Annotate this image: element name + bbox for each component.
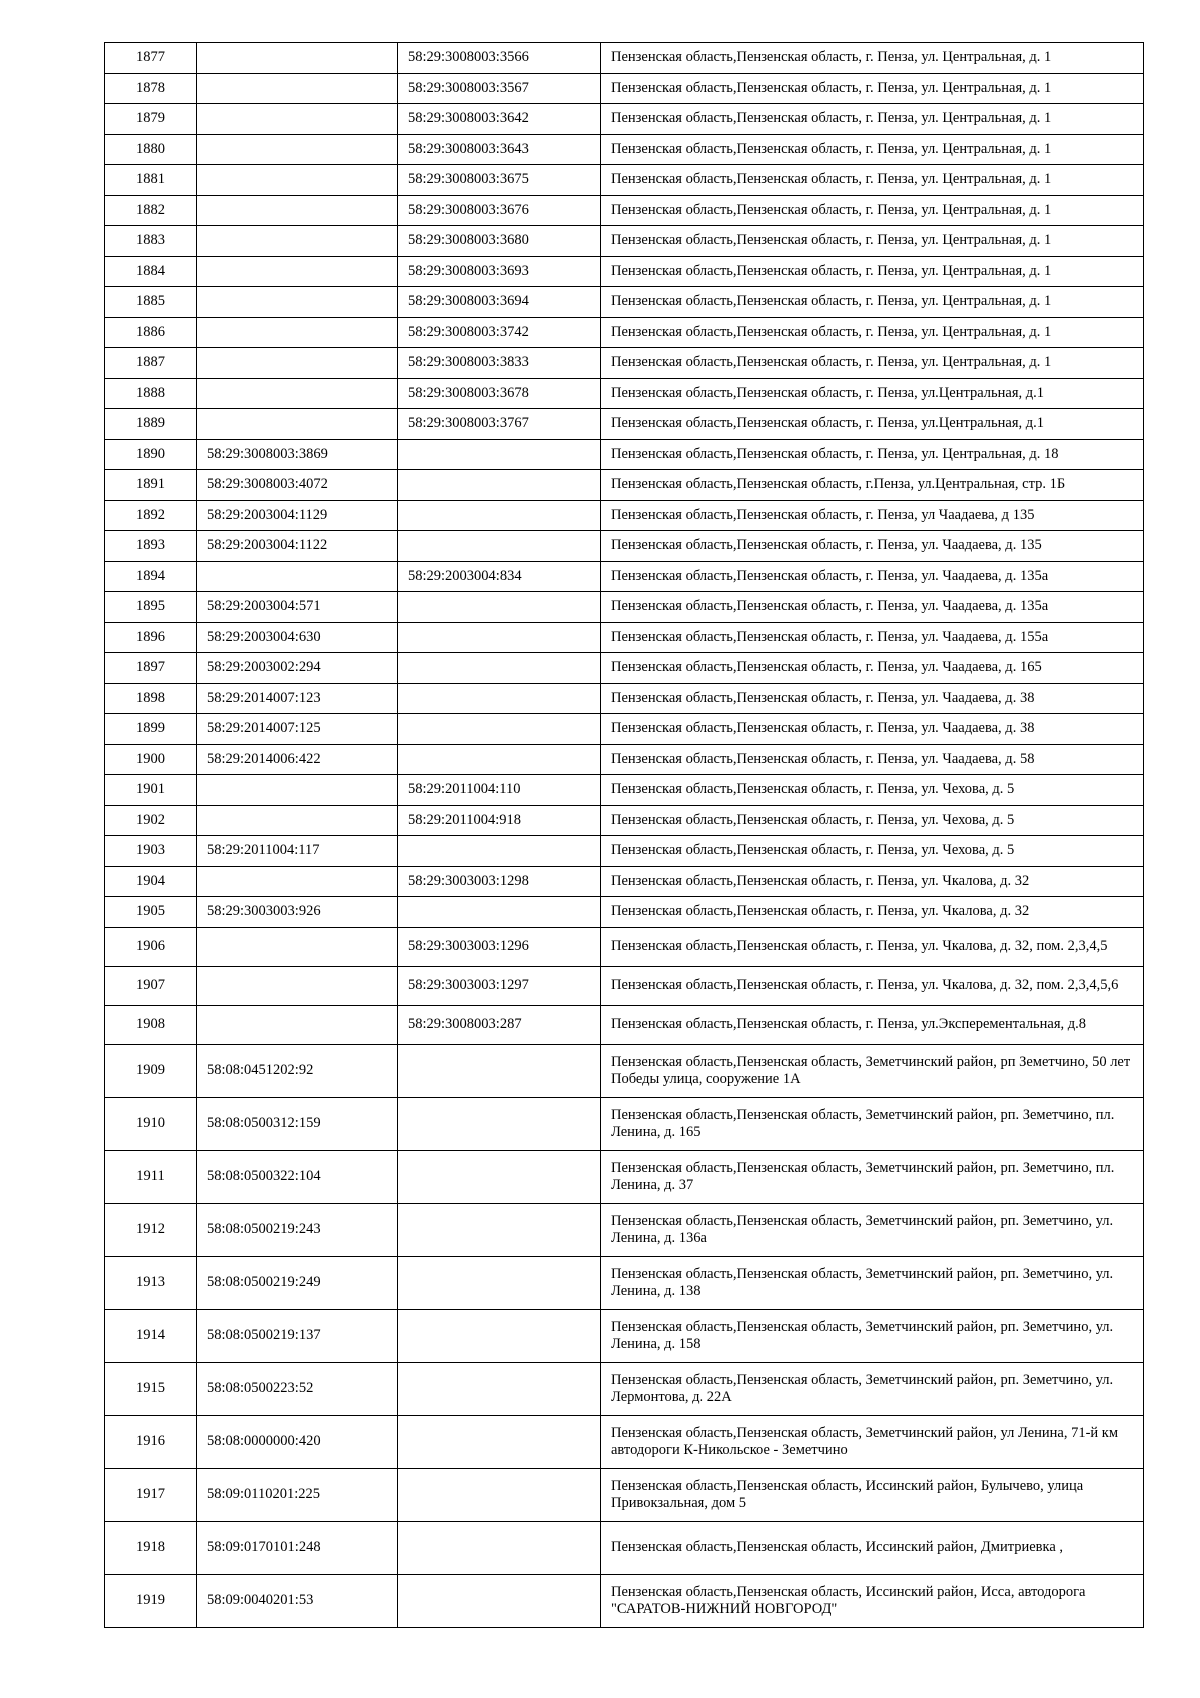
table-row (105, 317, 1144, 348)
building-cadastral-number-cell (398, 683, 601, 714)
land-cadastral-number-cell: 58:08:0500219:243 (197, 1203, 398, 1256)
land-cadastral-number-cell: 58:29:2011004:117 (197, 836, 398, 867)
table-row (105, 287, 1144, 318)
property-registry-table (104, 42, 1144, 1628)
land-cadastral-number-cell (197, 775, 398, 806)
building-cadastral-number-cell: 58:29:3008003:3675 (398, 165, 601, 196)
land-cadastral-number-cell (197, 195, 398, 226)
address-cell: Пензенская область,Пензенская область, г. Пенза, ул. Центральная, д. 1 (601, 165, 1144, 196)
land-cadastral-number-cell (197, 256, 398, 287)
building-cadastral-number-cell (398, 1574, 601, 1627)
table-row (105, 744, 1144, 775)
row-number-cell: 1883 (105, 226, 197, 257)
land-cadastral-number-cell: 58:09:0040201:53 (197, 1574, 398, 1627)
land-cadastral-number-cell: 58:29:2014007:125 (197, 714, 398, 745)
land-cadastral-number-cell (197, 966, 398, 1005)
table-row (105, 1574, 1144, 1627)
row-number-cell: 1902 (105, 805, 197, 836)
table-row (105, 866, 1144, 897)
land-cadastral-number-cell (197, 73, 398, 104)
building-cadastral-number-cell: 58:29:3008003:3566 (398, 43, 601, 74)
land-cadastral-number-cell (197, 1005, 398, 1044)
row-number-cell: 1910 (105, 1097, 197, 1150)
row-number-cell: 1886 (105, 317, 197, 348)
table-body (105, 43, 1144, 1628)
address-cell: Пензенская область,Пензенская область, г. Пенза, ул.Центральная, д.1 (601, 409, 1144, 440)
row-number-cell: 1916 (105, 1415, 197, 1468)
table-row (105, 927, 1144, 966)
table-row (105, 1468, 1144, 1521)
address-cell: Пензенская область,Пензенская область, г. Пенза, ул. Центральная, д. 1 (601, 43, 1144, 74)
land-cadastral-number-cell (197, 805, 398, 836)
address-cell: Пензенская область,Пензенская область, г. Пенза, ул Чаадаева, д 135 (601, 500, 1144, 531)
land-cadastral-number-cell: 58:29:2003004:1129 (197, 500, 398, 531)
land-cadastral-number-cell: 58:29:3003003:926 (197, 897, 398, 928)
address-cell: Пензенская область,Пензенская область, г. Пенза, ул. Чкалова, д. 32, пом. 2,3,4,5,6 (601, 966, 1144, 1005)
row-number-cell: 1918 (105, 1521, 197, 1574)
address-cell: Пензенская область,Пензенская область, г. Пенза, ул. Чаадаева, д. 135 (601, 531, 1144, 562)
land-cadastral-number-cell (197, 226, 398, 257)
building-cadastral-number-cell (398, 1256, 601, 1309)
row-number-cell: 1892 (105, 500, 197, 531)
row-number-cell: 1878 (105, 73, 197, 104)
land-cadastral-number-cell: 58:08:0500223:52 (197, 1362, 398, 1415)
row-number-cell: 1894 (105, 561, 197, 592)
row-number-cell: 1885 (105, 287, 197, 318)
address-cell: Пензенская область,Пензенская область, г. Пенза, ул. Чаадаева, д. 135а (601, 561, 1144, 592)
building-cadastral-number-cell: 58:29:3008003:3643 (398, 134, 601, 165)
land-cadastral-number-cell (197, 409, 398, 440)
row-number-cell: 1896 (105, 622, 197, 653)
building-cadastral-number-cell (398, 1362, 601, 1415)
land-cadastral-number-cell (197, 134, 398, 165)
address-cell: Пензенская область,Пензенская область, г. Пенза, ул. Чехова, д. 5 (601, 775, 1144, 806)
row-number-cell: 1880 (105, 134, 197, 165)
land-cadastral-number-cell: 58:08:0500312:159 (197, 1097, 398, 1150)
building-cadastral-number-cell: 58:29:3008003:3694 (398, 287, 601, 318)
land-cadastral-number-cell: 58:29:2003002:294 (197, 653, 398, 684)
building-cadastral-number-cell: 58:29:2011004:918 (398, 805, 601, 836)
row-number-cell: 1919 (105, 1574, 197, 1627)
address-cell: Пензенская область,Пензенская область, Земетчинский район, рп Земетчино, 50 лет Победы улица, сооружение 1А (601, 1044, 1144, 1097)
table-row (105, 592, 1144, 623)
address-cell: Пензенская область,Пензенская область, г. Пенза, ул. Центральная, д. 1 (601, 226, 1144, 257)
building-cadastral-number-cell: 58:29:3003003:1298 (398, 866, 601, 897)
row-number-cell: 1889 (105, 409, 197, 440)
land-cadastral-number-cell (197, 165, 398, 196)
building-cadastral-number-cell (398, 653, 601, 684)
address-cell: Пензенская область,Пензенская область, г.Пенза, ул.Центральная, стр. 1Б (601, 470, 1144, 501)
land-cadastral-number-cell: 58:29:2014006:422 (197, 744, 398, 775)
table-row (105, 1005, 1144, 1044)
land-cadastral-number-cell: 58:29:2003004:1122 (197, 531, 398, 562)
building-cadastral-number-cell (398, 1521, 601, 1574)
row-number-cell: 1906 (105, 927, 197, 966)
table-row (105, 500, 1144, 531)
address-cell: Пензенская область,Пензенская область, г. Пенза, ул. Чаадаева, д. 155а (601, 622, 1144, 653)
land-cadastral-number-cell: 58:08:0451202:92 (197, 1044, 398, 1097)
address-cell: Пензенская область,Пензенская область, г. Пенза, ул.Эксперементальная, д.8 (601, 1005, 1144, 1044)
row-number-cell: 1915 (105, 1362, 197, 1415)
building-cadastral-number-cell (398, 836, 601, 867)
table-row (105, 73, 1144, 104)
address-cell: Пензенская область,Пензенская область, г. Пенза, ул. Центральная, д. 1 (601, 134, 1144, 165)
address-cell: Пензенская область,Пензенская область, г. Пенза, ул. Чаадаева, д. 58 (601, 744, 1144, 775)
table-row (105, 104, 1144, 135)
address-cell: Пензенская область,Пензенская область, г. Пенза, ул. Чаадаева, д. 135а (601, 592, 1144, 623)
table-row (105, 378, 1144, 409)
building-cadastral-number-cell (398, 1150, 601, 1203)
land-cadastral-number-cell: 58:08:0500322:104 (197, 1150, 398, 1203)
table-row (105, 348, 1144, 379)
row-number-cell: 1881 (105, 165, 197, 196)
table-row (105, 1203, 1144, 1256)
address-cell: Пензенская область,Пензенская область, Земетчинский район, рп. Земетчино, ул. Лермонтова, д. 22А (601, 1362, 1144, 1415)
building-cadastral-number-cell (398, 1203, 601, 1256)
row-number-cell: 1901 (105, 775, 197, 806)
address-cell: Пензенская область,Пензенская область, Земетчинский район, рп. Земетчино, ул. Ленина, д. 138 (601, 1256, 1144, 1309)
land-cadastral-number-cell: 58:09:0170101:248 (197, 1521, 398, 1574)
address-cell: Пензенская область,Пензенская область, г. Пенза, ул.Центральная, д.1 (601, 378, 1144, 409)
row-number-cell: 1917 (105, 1468, 197, 1521)
building-cadastral-number-cell: 58:29:3008003:287 (398, 1005, 601, 1044)
building-cadastral-number-cell: 58:29:3003003:1296 (398, 927, 601, 966)
address-cell: Пензенская область,Пензенская область, г. Пенза, ул. Чехова, д. 5 (601, 805, 1144, 836)
address-cell: Пензенская область,Пензенская область, Земетчинский район, рп. Земетчино, пл. Ленина, д. 37 (601, 1150, 1144, 1203)
land-cadastral-number-cell: 58:08:0500219:249 (197, 1256, 398, 1309)
building-cadastral-number-cell (398, 714, 601, 745)
row-number-cell: 1895 (105, 592, 197, 623)
building-cadastral-number-cell (398, 500, 601, 531)
table-row (105, 836, 1144, 867)
table-row (105, 1150, 1144, 1203)
address-cell: Пензенская область,Пензенская область, Земетчинский район, рп. Земетчино, ул. Ленина, д. 158 (601, 1309, 1144, 1362)
address-cell: Пензенская область,Пензенская область, Земетчинский район, рп. Земетчино, ул. Ленина, д. 136а (601, 1203, 1144, 1256)
row-number-cell: 1891 (105, 470, 197, 501)
land-cadastral-number-cell: 58:29:3008003:4072 (197, 470, 398, 501)
address-cell: Пензенская область,Пензенская область, г. Пенза, ул. Чкалова, д. 32 (601, 866, 1144, 897)
table-row (105, 775, 1144, 806)
building-cadastral-number-cell (398, 1415, 601, 1468)
row-number-cell: 1879 (105, 104, 197, 135)
land-cadastral-number-cell (197, 43, 398, 74)
building-cadastral-number-cell: 58:29:2003004:834 (398, 561, 601, 592)
row-number-cell: 1911 (105, 1150, 197, 1203)
table-row (105, 897, 1144, 928)
row-number-cell: 1912 (105, 1203, 197, 1256)
land-cadastral-number-cell: 58:29:2003004:571 (197, 592, 398, 623)
table-row (105, 439, 1144, 470)
land-cadastral-number-cell: 58:09:0110201:225 (197, 1468, 398, 1521)
address-cell: Пензенская область,Пензенская область, г. Пенза, ул. Центральная, д. 1 (601, 73, 1144, 104)
row-number-cell: 1882 (105, 195, 197, 226)
row-number-cell: 1905 (105, 897, 197, 928)
table-row (105, 1097, 1144, 1150)
table-row (105, 531, 1144, 562)
building-cadastral-number-cell: 58:29:3008003:3742 (398, 317, 601, 348)
row-number-cell: 1893 (105, 531, 197, 562)
land-cadastral-number-cell (197, 927, 398, 966)
address-cell: Пензенская область,Пензенская область, г. Пенза, ул. Чехова, д. 5 (601, 836, 1144, 867)
building-cadastral-number-cell (398, 1097, 601, 1150)
address-cell: Пензенская область,Пензенская область, г. Пенза, ул. Чаадаева, д. 38 (601, 683, 1144, 714)
address-cell: Пензенская область,Пензенская область, Иссинский район, Исса, автодорога "САРАТОВ-НИЖНИЙ НОВГОРОД" (601, 1574, 1144, 1627)
row-number-cell: 1898 (105, 683, 197, 714)
building-cadastral-number-cell (398, 470, 601, 501)
table-row (105, 134, 1144, 165)
land-cadastral-number-cell: 58:08:0500219:137 (197, 1309, 398, 1362)
land-cadastral-number-cell (197, 866, 398, 897)
table-row (105, 1521, 1144, 1574)
address-cell: Пензенская область,Пензенская область, г. Пенза, ул. Центральная, д. 18 (601, 439, 1144, 470)
land-cadastral-number-cell (197, 348, 398, 379)
row-number-cell: 1913 (105, 1256, 197, 1309)
row-number-cell: 1914 (105, 1309, 197, 1362)
building-cadastral-number-cell (398, 1309, 601, 1362)
table-row (105, 43, 1144, 74)
table-row (105, 1044, 1144, 1097)
land-cadastral-number-cell: 58:08:0000000:420 (197, 1415, 398, 1468)
address-cell: Пензенская область,Пензенская область, г. Пенза, ул. Центральная, д. 1 (601, 195, 1144, 226)
table-row (105, 966, 1144, 1005)
row-number-cell: 1897 (105, 653, 197, 684)
table-row (105, 683, 1144, 714)
table-row (105, 714, 1144, 745)
building-cadastral-number-cell (398, 592, 601, 623)
address-cell: Пензенская область,Пензенская область, г. Пенза, ул. Чкалова, д. 32 (601, 897, 1144, 928)
building-cadastral-number-cell (398, 744, 601, 775)
table-row (105, 805, 1144, 836)
land-cadastral-number-cell (197, 561, 398, 592)
building-cadastral-number-cell (398, 897, 601, 928)
land-cadastral-number-cell (197, 317, 398, 348)
table-row (105, 1362, 1144, 1415)
building-cadastral-number-cell: 58:29:3003003:1297 (398, 966, 601, 1005)
table-row (105, 1256, 1144, 1309)
land-cadastral-number-cell (197, 378, 398, 409)
land-cadastral-number-cell: 58:29:2014007:123 (197, 683, 398, 714)
address-cell: Пензенская область,Пензенская область, г. Пенза, ул. Центральная, д. 1 (601, 256, 1144, 287)
table-row (105, 409, 1144, 440)
row-number-cell: 1888 (105, 378, 197, 409)
row-number-cell: 1903 (105, 836, 197, 867)
land-cadastral-number-cell (197, 104, 398, 135)
building-cadastral-number-cell (398, 1468, 601, 1521)
address-cell: Пензенская область,Пензенская область, Иссинский район, Булычево, улица Привокзальная, дом 5 (601, 1468, 1144, 1521)
table-row (105, 1309, 1144, 1362)
row-number-cell: 1907 (105, 966, 197, 1005)
building-cadastral-number-cell: 58:29:3008003:3678 (398, 378, 601, 409)
table-row (105, 165, 1144, 196)
row-number-cell: 1890 (105, 439, 197, 470)
address-cell: Пензенская область,Пензенская область, г. Пенза, ул. Центральная, д. 1 (601, 104, 1144, 135)
address-cell: Пензенская область,Пензенская область, Земетчинский район, ул Ленина, 71-й км автодороги К-Никольское - Земетчино (601, 1415, 1144, 1468)
row-number-cell: 1900 (105, 744, 197, 775)
building-cadastral-number-cell (398, 1044, 601, 1097)
building-cadastral-number-cell: 58:29:3008003:3693 (398, 256, 601, 287)
row-number-cell: 1908 (105, 1005, 197, 1044)
building-cadastral-number-cell (398, 531, 601, 562)
land-cadastral-number-cell: 58:29:3008003:3869 (197, 439, 398, 470)
row-number-cell: 1877 (105, 43, 197, 74)
table-row (105, 226, 1144, 257)
land-cadastral-number-cell (197, 287, 398, 318)
table-row (105, 561, 1144, 592)
building-cadastral-number-cell: 58:29:2011004:110 (398, 775, 601, 806)
address-cell: Пензенская область,Пензенская область, Иссинский район, Дмитриевка , (601, 1521, 1144, 1574)
address-cell: Пензенская область,Пензенская область, г. Пенза, ул. Чаадаева, д. 165 (601, 653, 1144, 684)
building-cadastral-number-cell: 58:29:3008003:3833 (398, 348, 601, 379)
table-row (105, 622, 1144, 653)
land-cadastral-number-cell: 58:29:2003004:630 (197, 622, 398, 653)
address-cell: Пензенская область,Пензенская область, г. Пенза, ул. Центральная, д. 1 (601, 348, 1144, 379)
address-cell: Пензенская область,Пензенская область, г. Пенза, ул. Центральная, д. 1 (601, 287, 1144, 318)
building-cadastral-number-cell: 58:29:3008003:3680 (398, 226, 601, 257)
address-cell: Пензенская область,Пензенская область, Земетчинский район, рп. Земетчино, пл. Ленина, д. 165 (601, 1097, 1144, 1150)
building-cadastral-number-cell: 58:29:3008003:3676 (398, 195, 601, 226)
table-row (105, 470, 1144, 501)
building-cadastral-number-cell: 58:29:3008003:3642 (398, 104, 601, 135)
building-cadastral-number-cell: 58:29:3008003:3767 (398, 409, 601, 440)
address-cell: Пензенская область,Пензенская область, г. Пенза, ул. Центральная, д. 1 (601, 317, 1144, 348)
row-number-cell: 1909 (105, 1044, 197, 1097)
table-row (105, 195, 1144, 226)
building-cadastral-number-cell: 58:29:3008003:3567 (398, 73, 601, 104)
address-cell: Пензенская область,Пензенская область, г. Пенза, ул. Чкалова, д. 32, пом. 2,3,4,5 (601, 927, 1144, 966)
table-row (105, 1415, 1144, 1468)
row-number-cell: 1887 (105, 348, 197, 379)
table-row (105, 653, 1144, 684)
address-cell: Пензенская область,Пензенская область, г. Пенза, ул. Чаадаева, д. 38 (601, 714, 1144, 745)
row-number-cell: 1904 (105, 866, 197, 897)
building-cadastral-number-cell (398, 439, 601, 470)
table-row (105, 256, 1144, 287)
building-cadastral-number-cell (398, 622, 601, 653)
row-number-cell: 1899 (105, 714, 197, 745)
row-number-cell: 1884 (105, 256, 197, 287)
